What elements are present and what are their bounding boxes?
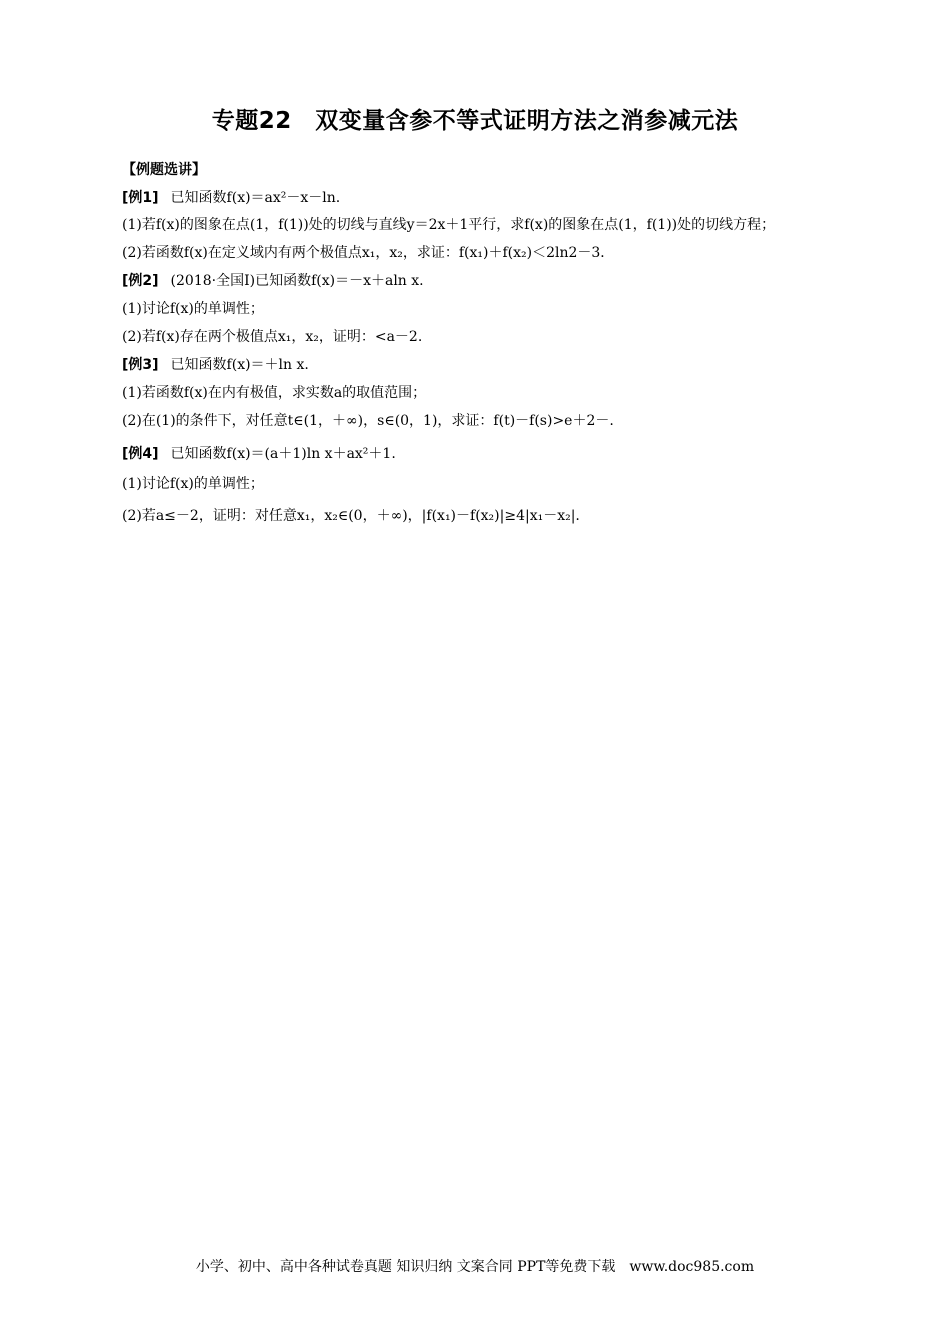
example-3-text: 已知函数f(x)＝＋ln x.	[170, 357, 309, 373]
section-heading: 【例题选讲】	[122, 162, 206, 178]
example-2-text: (2018·全国Ⅰ)已知函数f(x)＝－x＋aln x.	[170, 273, 424, 289]
example-1-part-1: (1)若f(x)的图象在点(1，f(1))处的切线与直线y＝2x＋1平行，求f(x)的图象在点(1，f(1))处的切线方程；	[122, 217, 776, 233]
example-2-tag: [例2]	[122, 273, 159, 289]
example-4-stem	[122, 444, 396, 464]
example-4-part-2: (2)若a≤－2，证明：对任意x₁，x₂∈(0，＋∞)，|f(x₁)－f(x₂)|≥4|x₁－x₂|.	[122, 508, 580, 524]
example-2-part-2: (2)若f(x)存在两个极值点x₁，x₂，证明：<a－2.	[122, 329, 423, 345]
example-1-text: 已知函数f(x)＝ax²－x－ln.	[170, 190, 341, 206]
example-3-part-1: (1)若函数f(x)在内有极值，求实数a的取值范围；	[122, 385, 427, 401]
footer-text: 小学、初中、高中各种试卷真题 知识归纳 文案合同 PPT等免费下载 www.doc985.com	[195, 1259, 755, 1275]
example-3-tag: [例3]	[122, 357, 159, 373]
page-title: 专题22 双变量含参不等式证明方法之消参减元法	[211, 108, 739, 134]
example-4-tag: [例4]	[122, 446, 159, 462]
example-3-part-2: (2)在(1)的条件下，对任意t∈(1，＋∞)，s∈(0，1)，求证：f(t)－f(s)>e＋2－.	[122, 413, 614, 429]
example-3-stem	[122, 355, 309, 375]
example-4-part-1: (1)讨论f(x)的单调性；	[122, 476, 264, 492]
example-1-tag: [例1]	[122, 190, 159, 206]
example-1-part-2: (2)若函数f(x)在定义域内有两个极值点x₁，x₂，求证：f(x₁)＋f(x₂)＜2ln2－3．	[122, 245, 615, 261]
example-4-text: 已知函数f(x)＝(a＋1)ln x＋ax²＋1.	[170, 446, 396, 462]
example-2-stem	[122, 271, 424, 291]
example-1-stem	[122, 188, 340, 208]
example-2-part-1: (1)讨论f(x)的单调性；	[122, 301, 264, 317]
